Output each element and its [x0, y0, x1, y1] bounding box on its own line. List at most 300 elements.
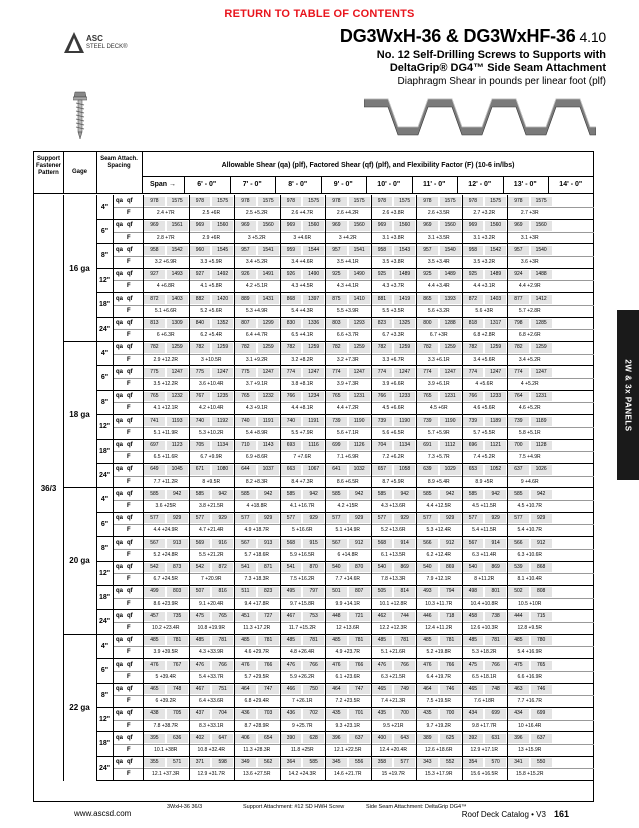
f-value: 2.6 +3.8R [382, 210, 405, 217]
qf-value: 1493 [167, 270, 188, 279]
qa-value: 741 [144, 417, 165, 426]
qf-value: 1191 [258, 417, 279, 426]
qf-label: qf [127, 710, 133, 717]
qf-value: 1128 [531, 441, 552, 450]
row-divider [96, 683, 594, 684]
f-value: 11.7 +15.2R [288, 625, 316, 631]
qf-value: 912 [440, 539, 461, 548]
qf-value: 803 [167, 587, 188, 596]
qa-label: qa [116, 661, 124, 668]
qa-value: 644 [235, 465, 256, 474]
qf-value: 870 [349, 563, 370, 572]
row-divider [113, 402, 594, 403]
qf-value: 767 [167, 661, 188, 670]
f-value: 2.9 +6R [202, 234, 221, 241]
f-value: 8.9 +5.4R [427, 478, 450, 485]
f-value: 4.3 +4.5R [291, 283, 314, 290]
qf-value: 1191 [303, 417, 324, 426]
qf-value: 1259 [212, 343, 233, 352]
f-value: 5.5 +7.9R [291, 429, 314, 436]
row-divider [113, 768, 594, 769]
qa-value: 774 [417, 368, 438, 377]
column-divider [234, 195, 235, 781]
qf-value: 1134 [394, 441, 415, 450]
qa-value: 585 [144, 490, 165, 499]
qa-value: 577 [508, 514, 529, 523]
qa-label: qa [116, 368, 124, 375]
f-value: 3.2 +8.2R [291, 356, 314, 363]
qa-label: qa [116, 344, 124, 351]
f-label: F [127, 649, 131, 656]
f-value: 4.5 +10.7R [517, 503, 543, 509]
f-values-row [143, 647, 594, 657]
f-value: 4.9 +23.7R [335, 649, 361, 656]
qa-value: 774 [281, 368, 302, 377]
f-label: F [127, 234, 131, 241]
qa-value: 872 [144, 295, 165, 304]
qa-value: 354 [463, 758, 484, 767]
qf-value: 781 [440, 636, 461, 645]
qa-value: 696 [463, 441, 484, 450]
qf-value: 871 [258, 563, 279, 572]
qa-value: 465 [463, 685, 484, 694]
header-divider [63, 152, 64, 194]
f-value: 3 +5.2R [247, 234, 266, 241]
qa-value: 830 [281, 319, 302, 328]
f-values-row [143, 233, 594, 243]
qf-value: 1259 [485, 343, 506, 352]
f-value: 5.4 +4.3R [291, 307, 314, 314]
row-divider [113, 500, 594, 501]
qf-label: qf [127, 466, 133, 473]
qa-value: 577 [417, 514, 438, 523]
qa-value: 657 [372, 465, 393, 474]
side-tab[interactable] [617, 310, 639, 480]
span-header: 6' - 0" [197, 181, 217, 188]
qa-value: 476 [281, 661, 302, 670]
qf-value: 1491 [258, 270, 279, 279]
qa-value: 957 [326, 246, 347, 255]
qf-value: 869 [485, 563, 506, 572]
row-divider [113, 232, 594, 233]
f-value: 9.8 +17.7R [471, 722, 497, 729]
footer-url[interactable]: www.ascsd.com [74, 809, 132, 818]
f-value: 3.2 +6.9R [154, 259, 177, 265]
f-value: 2.5 +6R [202, 210, 221, 217]
qa-value: 464 [326, 685, 347, 694]
column-divider [325, 195, 326, 781]
f-value: 8.9 +5R [475, 478, 494, 485]
qa-value: 927 [144, 270, 165, 279]
qa-value: 476 [235, 661, 256, 670]
qf-value: 1235 [212, 392, 233, 401]
f-value: 6.5 +4.1R [291, 332, 314, 339]
qf-label: qf [127, 539, 133, 546]
qa-value: 540 [417, 563, 438, 572]
qa-value: 476 [190, 661, 211, 670]
qa-label: qa [116, 734, 124, 741]
row-divider [96, 243, 594, 244]
f-label: F [127, 478, 131, 485]
f-value: 9.7 +15.8R [289, 600, 315, 607]
footer-catalog [462, 809, 569, 819]
qf-value: 1545 [212, 246, 233, 255]
span-header: 9' - 0" [333, 181, 353, 188]
f-label: F [127, 600, 131, 607]
qa-value: 764 [508, 392, 529, 401]
f-value: 7 +7.6R [293, 454, 312, 461]
qa-value: 739 [372, 417, 393, 426]
qa-value: 505 [372, 587, 393, 596]
qa-value: 566 [417, 539, 438, 548]
f-value: 2.9 +12.2R [153, 356, 179, 363]
f-value: 8.4 +7.3R [291, 478, 314, 485]
qa-value: 476 [144, 661, 165, 670]
f-value: 5.4 +33.7R [198, 673, 224, 680]
span-header: 12' - 0" [468, 181, 492, 188]
qa-value: 798 [508, 319, 529, 328]
f-value: 6.2 +12.4R [426, 551, 452, 558]
qf-value: 929 [167, 514, 188, 523]
qa-value: 585 [190, 490, 211, 499]
row-divider [96, 512, 594, 513]
table-footer-right: Side Seam Attachment: DeltaGrip DG4™ [366, 804, 467, 810]
f-value: 12.9 +31.7R [197, 771, 225, 778]
f-value: 5.1 +14.9R [335, 527, 361, 534]
qa-value: 434 [463, 709, 484, 718]
seam-spacing: 4" [100, 496, 109, 504]
qf-label: qf [127, 442, 133, 448]
qa-value: 406 [235, 734, 256, 743]
qf-value: 1560 [394, 221, 415, 230]
qf-value: 700 [394, 709, 415, 718]
q-values-row [143, 441, 594, 450]
row-divider [113, 720, 594, 721]
qa-value: 691 [417, 441, 438, 450]
f-value: 4.8 +26.4R [289, 649, 315, 656]
qf-value: 869 [394, 563, 415, 572]
span-header: 10' - 0" [377, 181, 401, 188]
f-value: 5.1 +21.6R [380, 649, 406, 656]
qa-value: 925 [326, 270, 347, 279]
title-text: DG3WxH-36 & DG3WxHF-36 [339, 26, 576, 46]
qf-value: 913 [167, 539, 188, 548]
qa-value: 840 [190, 319, 211, 328]
f-value: 12.6 +18.6R [425, 747, 453, 753]
seam-spacing: 8" [100, 691, 109, 699]
f-value: 2.6 +4.7R [291, 210, 314, 217]
qf-value: 1190 [349, 417, 370, 426]
f-value: 9.1 +20.4R [198, 600, 224, 607]
qf-value: 1247 [212, 368, 233, 377]
qf-value: 868 [531, 563, 552, 572]
q-values-row [143, 392, 594, 401]
span-header: 8' - 0" [288, 181, 308, 188]
f-value: 5.3 +10.2R [198, 429, 224, 436]
qf-value: 1317 [485, 319, 506, 328]
f-label: F [127, 746, 131, 753]
qf-value: 747 [349, 685, 370, 694]
qa-value: 540 [326, 563, 347, 572]
qf-value: 872 [212, 563, 233, 572]
qa-value: 865 [417, 295, 438, 304]
qf-value: 1293 [349, 319, 370, 328]
qf-value: 738 [485, 612, 506, 621]
f-values-row [143, 525, 594, 535]
f-label: F [127, 502, 131, 509]
row-divider [96, 658, 594, 659]
qf-value: 753 [303, 612, 324, 621]
qa-value: 926 [235, 270, 256, 279]
f-value: 7.2 +23.5R [335, 698, 361, 705]
qa-value: 978 [235, 197, 256, 206]
qf-value: 808 [531, 587, 552, 596]
f-value: 15.8 +15.2R [516, 771, 544, 778]
qf-value: 721 [349, 612, 370, 621]
qa-label: qa [116, 588, 124, 595]
header-divider [503, 176, 504, 194]
qf-value: 1560 [349, 221, 370, 230]
f-value: 10.5 +10R [518, 600, 542, 607]
qf-value: 942 [303, 490, 324, 499]
qf-value: 577 [394, 758, 415, 767]
f-value: 3.6 +25R [155, 503, 176, 509]
qf-value: 765 [531, 661, 552, 670]
qf-value: 1121 [485, 441, 506, 450]
qa-value: 813 [144, 319, 165, 328]
qf-value: 1192 [212, 417, 233, 426]
qa-value: 960 [190, 246, 211, 255]
qf-value: 1431 [258, 295, 279, 304]
f-value: 12.4 +11.2R [425, 625, 453, 631]
seam-spacing: 24" [98, 325, 111, 333]
qa-value: 464 [417, 685, 438, 694]
qf-value: 766 [485, 661, 506, 670]
logo-asc: ASC [86, 34, 103, 43]
f-value: 8.7 +5.9R [382, 478, 405, 485]
qa-value: 475 [508, 661, 529, 670]
f-value: 4 +5.6R [475, 381, 494, 387]
qf-value: 1259 [440, 343, 461, 352]
row-divider [113, 646, 594, 647]
qf-value: 1288 [440, 319, 461, 328]
f-value: 12.4 +20.4R [379, 747, 407, 753]
seam-spacing: 24" [98, 618, 111, 626]
qa-value: 775 [190, 368, 211, 377]
column-divider [280, 195, 281, 781]
f-value: 4.3 +13.6R [380, 503, 406, 509]
f-value: 2.6 +4.2R [336, 210, 359, 217]
f-value: 7.6 +18R [474, 698, 495, 705]
f-value: 4.3 +9.1R [245, 405, 268, 412]
f-label: F [127, 698, 131, 705]
f-value: 3.4 +5.2R [245, 259, 268, 265]
qa-value: 462 [372, 612, 393, 621]
qf-value: 1052 [485, 465, 506, 474]
qf-label: qf [127, 612, 133, 619]
qf-value: 748 [167, 685, 188, 694]
f-value: 6.8 +2.6R [518, 332, 541, 339]
qf-value: 1234 [303, 392, 324, 401]
f-values-row [143, 477, 594, 487]
qa-value: 476 [326, 661, 347, 670]
qf-value: 1259 [349, 343, 370, 352]
qf-label: qf [127, 295, 133, 302]
header-divider [275, 176, 276, 194]
f-value: 4.3 +4.1R [336, 283, 359, 290]
q-values-row [143, 563, 594, 572]
qf-value: 1560 [440, 221, 461, 230]
qf-value: 1561 [167, 221, 188, 230]
seam-spacing: 12" [98, 716, 111, 724]
qf-value: 1231 [531, 392, 552, 401]
qf-value: 1575 [349, 197, 370, 206]
qf-value: 1026 [531, 465, 552, 474]
qa-value: 436 [281, 709, 302, 718]
f-value: 5.6 +6.5R [382, 429, 405, 436]
qf-value: 1037 [258, 465, 279, 474]
qa-value: 782 [508, 343, 529, 352]
span-header: 11' - 0" [423, 181, 446, 188]
seam-spacing: 6" [100, 520, 109, 528]
f-value: 9.9 +14.1R [335, 600, 361, 607]
seam-spacing: 12" [98, 276, 111, 284]
f-value: 15 +19.7R [381, 771, 405, 778]
qf-value: 915 [303, 539, 324, 548]
qa-value: 345 [326, 758, 347, 767]
qf-value: 1420 [212, 295, 233, 304]
q-values-row [143, 490, 594, 499]
qa-value: 978 [508, 197, 529, 206]
qf-label: qf [127, 686, 133, 692]
f-value: 8 +9.5R [202, 478, 221, 485]
f-value: 6.3 +11.4R [472, 551, 497, 558]
qf-value: 749 [394, 685, 415, 694]
qf-label: qf [127, 564, 133, 570]
seam-spacing: 18" [98, 301, 111, 309]
qa-value: 349 [235, 758, 256, 767]
qa-value: 924 [508, 270, 529, 279]
f-value: 2.7 +3.2R [473, 210, 496, 217]
f-label: F [127, 722, 131, 729]
f-value: 4.2 +10.4R [198, 405, 224, 412]
qa-value: 499 [144, 587, 165, 596]
f-value: 14.2 +24.3R [288, 771, 316, 778]
qf-value: 1233 [394, 392, 415, 401]
qa-value: 475 [463, 661, 484, 670]
qf-value: 929 [212, 514, 233, 523]
f-value: 2.6 +3.5R [427, 210, 450, 217]
qf-value: 1419 [394, 295, 415, 304]
qa-label: qa [116, 271, 124, 278]
f-value: 7.2 +6.2R [382, 454, 405, 461]
qf-value: 781 [212, 636, 233, 645]
f-value: 7.4 +5.2R [473, 454, 496, 461]
f-label: F [127, 454, 131, 461]
f-value: 5.7 +29.5R [244, 673, 270, 680]
qa-value: 740 [190, 417, 211, 426]
qa-value: 457 [144, 612, 165, 621]
qa-value: 435 [372, 709, 393, 718]
qf-value: 562 [258, 758, 279, 767]
f-value: 3.1 +3.2R [473, 234, 496, 241]
qa-value: 957 [508, 246, 529, 255]
qf-value: 766 [303, 661, 324, 670]
f-label: F [127, 356, 131, 363]
row-divider [113, 573, 594, 574]
qf-value: 1247 [531, 368, 552, 377]
f-value: 6.5 +18.1R [471, 673, 497, 680]
qa-value: 498 [463, 587, 484, 596]
f-label: F [127, 624, 131, 631]
f-value: 9 +4.6R [520, 478, 539, 485]
row-divider [113, 378, 594, 379]
f-value: 9.4 +17.8R [244, 600, 270, 607]
qf-value: 1247 [485, 368, 506, 377]
qa-value: 485 [417, 636, 438, 645]
qa-label: qa [116, 539, 124, 546]
f-values-row [143, 623, 594, 633]
f-value: 5.6 +7.1R [336, 429, 359, 436]
f-value: 4.4 +24.9R [153, 527, 179, 534]
qa-value: 637 [508, 465, 529, 474]
f-value: 4.5 +6R [429, 405, 448, 412]
header-gage: Gage [71, 169, 87, 175]
qf-value: 744 [394, 612, 415, 621]
qf-value: 1143 [258, 441, 279, 450]
qa-value: 978 [144, 197, 165, 206]
row-divider [96, 268, 594, 269]
f-value: 5.7 +2.8R [518, 307, 541, 314]
qa-value: 396 [508, 734, 529, 743]
qa-value: 341 [508, 758, 529, 767]
qf-value: 781 [167, 636, 188, 645]
row-divider [113, 329, 594, 330]
q-values-row [143, 514, 594, 523]
f-value: 7.8 +13.3R [380, 576, 406, 583]
row-divider [113, 744, 594, 745]
qf-value: 750 [303, 685, 324, 694]
qa-value: 585 [326, 490, 347, 499]
q-values-row [143, 465, 594, 474]
qa-label: qa [116, 393, 124, 400]
f-value: 5.7 +5.9R [427, 429, 450, 436]
f-value: 3.4 +5.2R [518, 356, 541, 363]
f-value: 4.4 +3.4R [427, 283, 450, 290]
qa-value: 566 [508, 539, 529, 548]
f-value: 6.4 +33.6R [198, 698, 224, 705]
qa-value: 444 [508, 612, 529, 621]
qf-value: 914 [485, 539, 506, 548]
row-divider [113, 207, 594, 208]
return-to-toc-link[interactable]: RETURN TO TABLE OF CONTENTS [224, 8, 415, 20]
qa-value: 653 [463, 465, 484, 474]
qf-value: 751 [212, 685, 233, 694]
qf-value: 1575 [258, 197, 279, 206]
qf-value: 942 [167, 490, 188, 499]
qf-value: 766 [258, 661, 279, 670]
f-value: 14.6 +21.7R [334, 771, 362, 778]
asc-logo-icon [64, 32, 84, 54]
table-footer-left: 3WxH-36 36/3 [167, 804, 203, 810]
qa-value: 485 [144, 636, 165, 645]
qa-value: 868 [281, 295, 302, 304]
qf-value: 1542 [485, 246, 506, 255]
qf-label: qf [127, 271, 133, 278]
qa-value: 782 [281, 343, 302, 352]
header-divider [184, 176, 185, 194]
qf-label: qf [127, 661, 133, 668]
